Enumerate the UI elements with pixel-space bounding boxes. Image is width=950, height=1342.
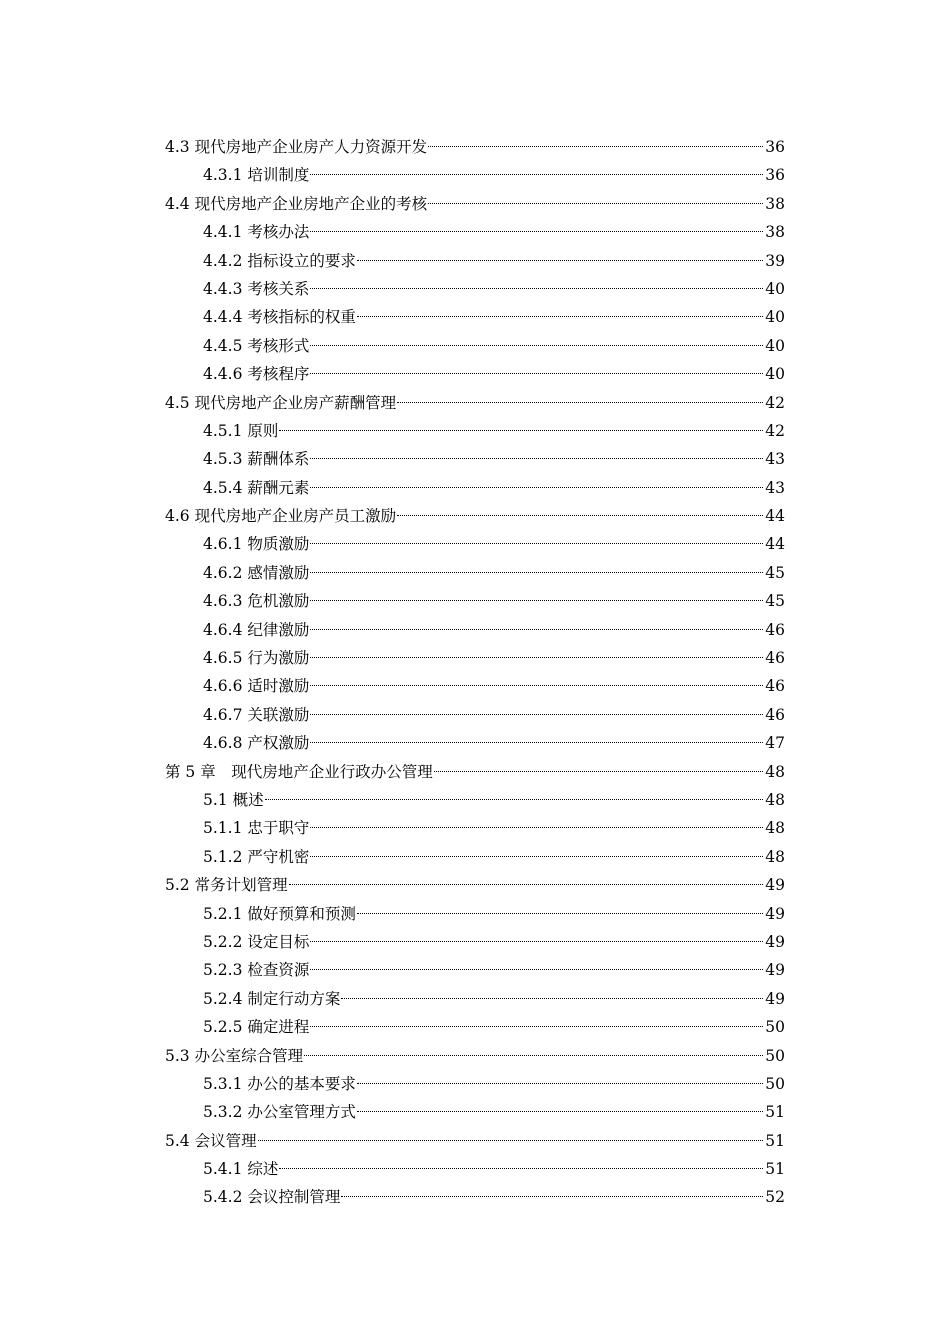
toc-entry-title: 4.4.4 考核指标的权重 [203, 308, 356, 327]
toc-entry[interactable] [165, 701, 785, 729]
dot-leader [428, 146, 763, 147]
toc-entry[interactable] [165, 332, 785, 360]
dot-leader [310, 543, 763, 544]
toc-entry-title: 5.2.5 确定进程 [203, 1018, 310, 1037]
dot-leader [357, 1083, 763, 1084]
toc-entry-page-number: 38 [765, 194, 785, 213]
toc-entry[interactable] [165, 445, 785, 473]
toc-entry[interactable] [165, 1183, 785, 1211]
toc-entry[interactable] [165, 275, 785, 303]
dot-leader [310, 345, 763, 346]
toc-entry-title: 5.1 概述 [203, 790, 264, 809]
toc-entry-title: 5.4 会议管理 [165, 1131, 257, 1150]
toc-entry-page-number: 39 [765, 251, 785, 270]
toc-entry[interactable] [165, 644, 785, 672]
toc-entry[interactable] [165, 956, 785, 984]
toc-entry-page-number: 48 [765, 762, 785, 781]
toc-entry-page-number: 46 [765, 620, 785, 639]
toc-entry[interactable] [165, 389, 785, 417]
toc-entry-title: 4.5.4 薪酬元素 [203, 478, 310, 497]
dot-leader [310, 657, 763, 658]
toc-entry[interactable] [165, 218, 785, 246]
dot-leader [341, 1196, 763, 1197]
toc-entry-title: 4.4 现代房地产企业房地产企业的考核 [165, 194, 428, 213]
dot-leader [310, 231, 763, 232]
toc-entry-title: 4.4.2 指标设立的要求 [203, 251, 356, 270]
toc-entry-page-number: 36 [765, 166, 785, 185]
toc-entry[interactable] [165, 303, 785, 331]
toc-entry-title: 5.4.2 会议控制管理 [203, 1188, 341, 1207]
dot-leader [279, 1168, 763, 1169]
toc-entry-title: 4.6.5 行为激励 [203, 649, 310, 668]
dot-leader [310, 685, 763, 686]
table-of-contents [165, 133, 785, 1212]
dot-leader [310, 969, 763, 970]
toc-entry-title: 4.6.6 适时激励 [203, 677, 310, 696]
toc-entry-page-number: 48 [765, 790, 785, 809]
toc-entry-title: 5.3.2 办公室管理方式 [203, 1103, 356, 1122]
toc-entry[interactable] [165, 928, 785, 956]
toc-entry-page-number: 44 [765, 535, 785, 554]
toc-entry-title: 4.6.7 关联激励 [203, 705, 310, 724]
dot-leader [428, 203, 763, 204]
toc-entry[interactable] [165, 161, 785, 189]
dot-leader [310, 714, 763, 715]
dot-leader [397, 515, 763, 516]
toc-entry-title: 4.6.1 物质激励 [203, 535, 310, 554]
dot-leader [310, 827, 763, 828]
toc-entry-page-number: 51 [765, 1131, 785, 1150]
dot-leader [310, 174, 763, 175]
toc-entry-page-number: 49 [765, 904, 785, 923]
dot-leader [357, 913, 763, 914]
toc-entry-title: 5.2.1 做好预算和预测 [203, 904, 356, 923]
toc-entry-page-number: 44 [765, 507, 785, 526]
toc-entry[interactable] [165, 672, 785, 700]
dot-leader [357, 260, 763, 261]
dot-leader [310, 1026, 763, 1027]
toc-entry-title: 5.3.1 办公的基本要求 [203, 1074, 356, 1093]
toc-entry[interactable] [165, 559, 785, 587]
dot-leader [310, 487, 763, 488]
dot-leader [310, 373, 763, 374]
toc-entry-page-number: 40 [765, 336, 785, 355]
toc-entry[interactable] [165, 360, 785, 388]
toc-entry[interactable] [165, 985, 785, 1013]
toc-entry-page-number: 51 [765, 1103, 785, 1122]
toc-entry-page-number: 46 [765, 649, 785, 668]
toc-entry-page-number: 49 [765, 876, 785, 895]
toc-entry[interactable] [165, 133, 785, 161]
toc-entry-page-number: 50 [765, 1046, 785, 1065]
toc-entry-title: 4.4.1 考核办法 [203, 223, 310, 242]
toc-entry-title: 5.2.2 设定目标 [203, 932, 310, 951]
toc-entry-page-number: 46 [765, 705, 785, 724]
toc-entry-page-number: 47 [765, 734, 785, 753]
toc-entry-title: 4.3 现代房地产企业房产人力资源开发 [165, 138, 428, 156]
toc-entry-page-number: 46 [765, 677, 785, 696]
toc-entry-page-number: 40 [765, 365, 785, 384]
toc-entry[interactable] [165, 1042, 785, 1070]
toc-entry[interactable] [165, 1070, 785, 1098]
dot-leader [258, 1140, 764, 1141]
dot-leader [265, 799, 764, 800]
toc-entry-page-number: 49 [765, 932, 785, 951]
dot-leader [279, 430, 763, 431]
toc-entry[interactable] [165, 616, 785, 644]
toc-entry-title: 4.6.3 危机激励 [203, 592, 310, 611]
toc-entry-title: 4.5.1 原则 [203, 421, 279, 440]
toc-entry[interactable] [165, 474, 785, 502]
toc-entry-page-number: 42 [765, 421, 785, 440]
toc-entry[interactable] [165, 1098, 785, 1126]
toc-entry[interactable] [165, 786, 785, 814]
toc-entry[interactable] [165, 190, 785, 218]
toc-entry[interactable] [165, 502, 785, 530]
dot-leader [434, 771, 764, 772]
toc-entry-title: 5.1.2 严守机密 [203, 847, 310, 866]
toc-entry-title: 5.2.4 制定行动方案 [203, 989, 341, 1008]
toc-entry-title: 4.6.4 纪律激励 [203, 620, 310, 639]
toc-entry[interactable] [165, 871, 785, 899]
dot-leader [310, 941, 763, 942]
toc-entry-title: 4.6 现代房地产企业房产员工激励 [165, 507, 397, 526]
toc-entry[interactable] [165, 814, 785, 842]
toc-entry-page-number: 43 [765, 450, 785, 469]
dot-leader [341, 998, 763, 999]
toc-entry[interactable] [165, 530, 785, 558]
toc-entry-title: 4.5 现代房地产企业房产薪酬管理 [165, 393, 397, 412]
toc-entry[interactable] [165, 417, 785, 445]
dot-leader [310, 856, 763, 857]
toc-entry[interactable] [165, 1013, 785, 1041]
toc-entry[interactable] [165, 1155, 785, 1183]
toc-entry-title: 4.4.5 考核形式 [203, 336, 310, 355]
toc-entry-page-number: 49 [765, 989, 785, 1008]
dot-leader [310, 458, 763, 459]
toc-entry-page-number: 52 [765, 1188, 785, 1207]
dot-leader [310, 288, 763, 289]
dot-leader [310, 742, 763, 743]
toc-entry-title: 4.6.8 产权激励 [203, 734, 310, 753]
toc-entry-page-number: 43 [765, 478, 785, 497]
toc-entry-page-number: 40 [765, 308, 785, 327]
toc-entry-page-number: 36 [765, 138, 785, 156]
toc-entry-page-number: 50 [765, 1074, 785, 1093]
toc-entry-title: 5.1.1 忠于职守 [203, 819, 310, 838]
dot-leader [310, 572, 763, 573]
dot-leader [357, 1111, 763, 1112]
toc-entry-page-number: 42 [765, 393, 785, 412]
toc-entry-title: 4.6.2 感情激励 [203, 563, 310, 582]
toc-entry[interactable] [165, 843, 785, 871]
dot-leader [310, 600, 763, 601]
toc-entry-page-number: 45 [765, 563, 785, 582]
toc-entry-page-number: 49 [765, 961, 785, 980]
toc-entry-title: 第 5 章 现代房地产企业行政办公管理 [165, 762, 433, 781]
toc-entry-title: 4.5.3 薪酬体系 [203, 450, 310, 469]
toc-entry-title: 5.2 常务计划管理 [165, 876, 288, 895]
toc-entry-title: 4.3.1 培训制度 [203, 166, 310, 185]
toc-entry-page-number: 50 [765, 1018, 785, 1037]
dot-leader [304, 1055, 763, 1056]
dot-leader [289, 884, 764, 885]
toc-entry-page-number: 48 [765, 819, 785, 838]
toc-entry[interactable] [165, 900, 785, 928]
toc-entry-page-number: 40 [765, 279, 785, 298]
toc-entry-page-number: 48 [765, 847, 785, 866]
toc-entry[interactable] [165, 729, 785, 757]
toc-entry-page-number: 38 [765, 223, 785, 242]
toc-entry-page-number: 45 [765, 592, 785, 611]
dot-leader [397, 402, 763, 403]
dot-leader [357, 316, 763, 317]
toc-entry[interactable] [165, 758, 785, 786]
toc-entry-title: 4.4.6 考核程序 [203, 365, 310, 384]
toc-entry-title: 5.2.3 检查资源 [203, 961, 310, 980]
toc-entry-page-number: 51 [765, 1160, 785, 1179]
toc-entry[interactable] [165, 247, 785, 275]
toc-entry[interactable] [165, 1127, 785, 1155]
toc-entry-title: 4.4.3 考核关系 [203, 279, 310, 298]
dot-leader [310, 629, 763, 630]
toc-entry[interactable] [165, 587, 785, 615]
toc-entry-title: 5.3 办公室综合管理 [165, 1046, 304, 1065]
toc-entry-title: 5.4.1 综述 [203, 1160, 279, 1179]
